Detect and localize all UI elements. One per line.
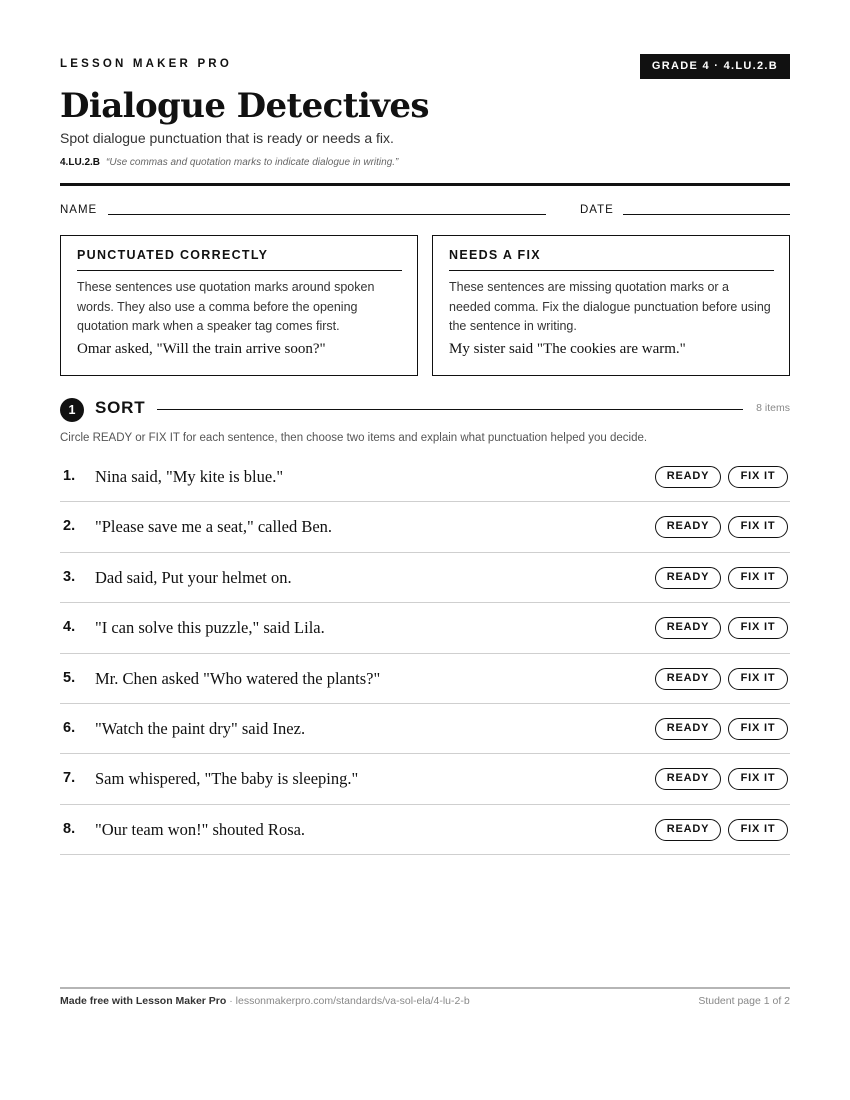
- list-item: [60, 553, 790, 603]
- card-punctuated-correctly: [60, 235, 418, 376]
- list-item: [60, 502, 790, 552]
- standard-line: [60, 157, 398, 168]
- item-sentence: "Please save me a seat," called Ben.: [95, 517, 333, 537]
- item-count: 8 items: [756, 402, 790, 414]
- date-label: DATE: [580, 204, 614, 216]
- step-number-badge: 1: [60, 398, 84, 422]
- card-title: NEEDS A FIX: [449, 248, 774, 271]
- item-number: 4.: [63, 619, 76, 636]
- item-sentence: Mr. Chen asked "Who watered the plants?": [95, 668, 381, 688]
- item-number: 8.: [63, 820, 76, 837]
- card-needs-a-fix: [432, 235, 790, 376]
- list-item: [60, 704, 790, 754]
- fix-it-button[interactable]: FIX IT: [728, 768, 788, 790]
- item-sentence: "Our team won!" shouted Rosa.: [95, 819, 306, 839]
- item-number: 7.: [63, 770, 76, 787]
- card-description: These sentences use quotation marks around spoken words. They also use a comma before the opening quotation mark when a speaker tag comes first.: [77, 280, 375, 333]
- list-item: [60, 603, 790, 653]
- brand-name: LESSON MAKER PRO: [60, 58, 232, 70]
- standard-description: “Use commas and quotation marks to indicate dialogue in writing.”: [106, 157, 399, 168]
- item-number: 3.: [63, 568, 76, 585]
- ready-button[interactable]: READY: [655, 819, 721, 841]
- ready-button[interactable]: READY: [655, 668, 721, 690]
- item-number: 5.: [63, 669, 76, 686]
- page-number: Student page 1 of 2: [698, 995, 790, 1007]
- fix-it-button[interactable]: FIX IT: [728, 718, 788, 740]
- item-sentence: "I can solve this puzzle," said Lila.: [95, 618, 325, 638]
- footer-url[interactable]: · lessonmakerpro.com/standards/va-sol-ela/4-lu-2-b: [226, 995, 470, 1007]
- ready-button[interactable]: READY: [655, 768, 721, 790]
- item-sentence: "Watch the paint dry" said Inez.: [95, 718, 306, 738]
- footer-divider: [60, 987, 790, 989]
- card-description: These sentences are missing quotation marks or a needed comma. Fix the dialogue punctuation before using the sentence in writing.: [449, 280, 771, 333]
- fix-it-button[interactable]: FIX IT: [728, 567, 788, 589]
- page-subtitle: Spot dialogue punctuation that is ready or needs a fix.: [60, 130, 394, 146]
- standard-code: 4.LU.2.B: [60, 157, 101, 168]
- section-divider: [157, 409, 743, 410]
- ready-button[interactable]: READY: [655, 516, 721, 538]
- card-example: Omar asked, "Will the train arrive soon?": [77, 340, 326, 357]
- fix-it-button[interactable]: FIX IT: [728, 466, 788, 488]
- ready-button[interactable]: READY: [655, 617, 721, 639]
- fix-it-button[interactable]: FIX IT: [728, 668, 788, 690]
- ready-button[interactable]: READY: [655, 567, 721, 589]
- header-divider: [60, 183, 790, 186]
- fix-it-button[interactable]: FIX IT: [728, 819, 788, 841]
- fix-it-button[interactable]: FIX IT: [728, 617, 788, 639]
- list-item: [60, 654, 790, 704]
- fix-it-button[interactable]: FIX IT: [728, 516, 788, 538]
- item-sentence: Sam whispered, "The baby is sleeping.": [95, 769, 359, 789]
- ready-button[interactable]: READY: [655, 718, 721, 740]
- footer-brand: Made free with Lesson Maker Pro: [60, 995, 227, 1007]
- name-label: NAME: [60, 204, 98, 216]
- card-title: PUNCTUATED CORRECTLY: [77, 248, 402, 271]
- list-item: [60, 754, 790, 804]
- list-item: [60, 805, 790, 855]
- sort-section-header: [60, 396, 790, 422]
- item-sentence: Nina said, "My kite is blue.": [95, 467, 284, 486]
- page-title: Dialogue Detectives: [60, 86, 429, 126]
- item-number: 6.: [63, 719, 76, 736]
- card-example: My sister said "The cookies are warm.": [449, 340, 686, 357]
- item-number: 2.: [63, 518, 76, 535]
- worksheet-page: [60, 0, 790, 1100]
- list-item: [60, 452, 790, 502]
- date-field[interactable]: [623, 214, 790, 215]
- item-number: 1.: [63, 468, 76, 484]
- grade-badge: GRADE 4 · 4.LU.2.B: [640, 54, 790, 79]
- sort-list: [60, 452, 790, 855]
- item-sentence: Dad said, Put your helmet on.: [95, 567, 292, 587]
- sort-instructions: Circle READY or FIX IT for each sentence, then choose two items and explain what punctuation helped you decide.: [60, 432, 648, 444]
- section-title: SORT: [95, 398, 146, 417]
- name-field[interactable]: [108, 214, 546, 215]
- footer-credit: [60, 995, 470, 1007]
- ready-button[interactable]: READY: [655, 466, 721, 488]
